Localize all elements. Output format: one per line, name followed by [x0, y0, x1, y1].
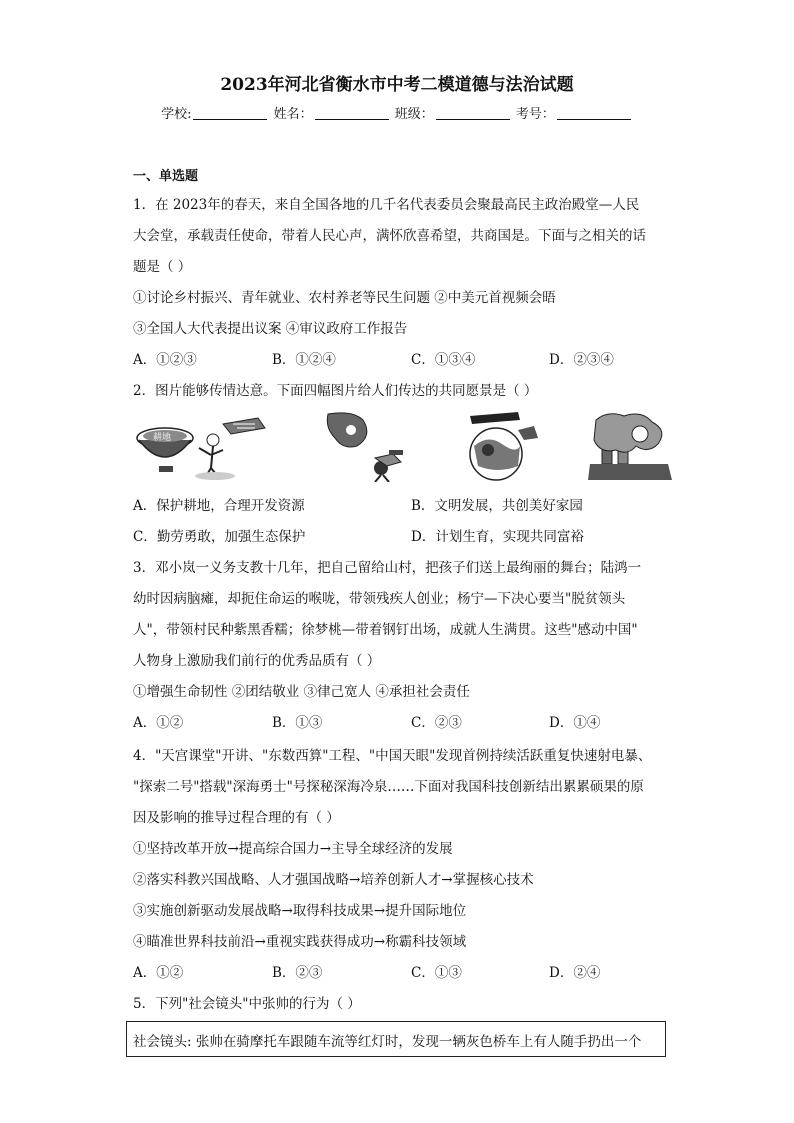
student-info-line: [0, 103, 794, 122]
q1-option-c[interactable]: C．①③④: [411, 352, 476, 368]
q1-line-1: 1．在 2023年的春天，来自全国各地的几千名代表委员会聚最高民主政治殿堂—人民: [133, 197, 640, 213]
q4-option-b[interactable]: B．②③: [272, 965, 323, 981]
q1-line-3: 题是（ ）: [133, 259, 192, 275]
q2-option-a[interactable]: A．保护耕地，合理开发资源: [133, 498, 305, 514]
q1-statement-2: ③全国人大代表提出议案 ④审议政府工作报告: [133, 321, 408, 337]
q4-statement-2: ②落实科教兴国战略、人才强国战略→培养创新人才→掌握核心技术: [133, 872, 534, 888]
q3-line-1: 3．邓小岚一义务支教十几年，把自己留给山村，把孩子们送上最绚丽的舞台；陆鸿一: [133, 560, 642, 576]
q1-statement-1: ①讨论乡村振兴、青年就业、农村养老等民生问题 ②中美元首视频会晤: [133, 290, 556, 306]
q1-line-2: 大会堂，承载责任使命，带着人民心声，满怀欣喜希望，共商国是。下面与之相关的话: [133, 228, 646, 244]
number-blank[interactable]: [557, 107, 631, 120]
smokestack-cartoon-image: [588, 410, 673, 482]
q3-option-a[interactable]: A．①②: [133, 715, 184, 731]
q4-statement-3: ③实施创新驱动发展战略→取得科技成果→提升国际地位: [133, 903, 467, 919]
farmland-cartoon-image: [133, 410, 278, 482]
deforestation-cartoon-image: [323, 410, 413, 482]
class-label: 班级：: [394, 107, 434, 122]
q4-line-1: 4．"天宫课堂"开讲、"东数西算"工程、"中国天眼"发现首例持续活跃重复快速射电暴、: [133, 748, 652, 764]
name-blank[interactable]: [315, 107, 389, 120]
q4-option-c[interactable]: C．①③: [411, 965, 462, 981]
q4-line-3: 因及影响的推导过程合理的有（ ）: [133, 810, 340, 826]
q1-option-b[interactable]: B．①②④: [272, 352, 336, 368]
q4-option-a[interactable]: A．①②: [133, 965, 184, 981]
q5-line-1: 5．下列"社会镜头"中张帅的行为（ ）: [133, 996, 361, 1012]
q5-social-scene-box: 社会镜头: 张帅在骑摩托车跟随车流等红灯时，发现一辆灰色桥车上有人随手扔出一个: [126, 1021, 666, 1057]
name-label: 姓名：: [273, 107, 313, 122]
q3-option-c[interactable]: C．②③: [411, 715, 462, 731]
section-heading: 一、单选题: [133, 169, 199, 184]
q3-option-d[interactable]: D．①④: [549, 715, 601, 731]
q4-line-2: "探索二号"搭载"深海勇士"号探秘深海冷泉……下面对我国科技创新结出累累硕果的原: [133, 779, 644, 795]
q3-line-2: 幼时因病脑瘫，却扼住命运的喉咙，带领残疾人创业；杨宁—下决心要当"脱贫领头: [133, 591, 626, 607]
q2-option-b[interactable]: B．文明发展，共创美好家园: [411, 498, 583, 514]
q1-option-a[interactable]: A．①②③: [133, 352, 197, 368]
q3-option-b[interactable]: B．①③: [272, 715, 323, 731]
earth-pollution-cartoon-image: [458, 410, 548, 482]
q2-images: [133, 410, 673, 485]
school-label: 学校:: [161, 107, 192, 122]
q2-line-1: 2．图片能够传情达意。下面四幅图片给人们传达的共同愿景是（ ）: [133, 383, 538, 399]
q3-line-4: 人物身上激励我们前行的优秀品质有（ ）: [133, 653, 381, 669]
q3-line-3: 人"，带领村民种紫黑香糯；徐梦桃—带着钢钉出场，成就人生满贯。这些"感动中国": [133, 622, 638, 638]
class-blank[interactable]: [436, 107, 510, 120]
exam-title: 2023年河北省衡水市中考二模道德与法治试题: [220, 75, 574, 95]
school-blank[interactable]: [193, 107, 267, 120]
q3-statements: ①增强生命韧性 ②团结敬业 ③律己宽人 ④承担社会责任: [133, 684, 470, 700]
q4-option-d[interactable]: D．②④: [549, 965, 601, 981]
q4-statement-1: ①坚持改革开放→提高综合国力→主导全球经济的发展: [133, 841, 453, 857]
q4-statement-4: ④瞄准世界科技前沿→重视实践获得成功→称霸科技领域: [133, 934, 467, 950]
q1-option-d[interactable]: D．②③④: [549, 352, 614, 368]
q2-option-d[interactable]: D．计划生育，实现共同富裕: [411, 529, 584, 545]
q2-option-c[interactable]: C．勤劳勇敢，加强生态保护: [133, 529, 306, 545]
number-label: 考号：: [515, 107, 555, 122]
farmland-label: 耕地: [153, 432, 172, 442]
